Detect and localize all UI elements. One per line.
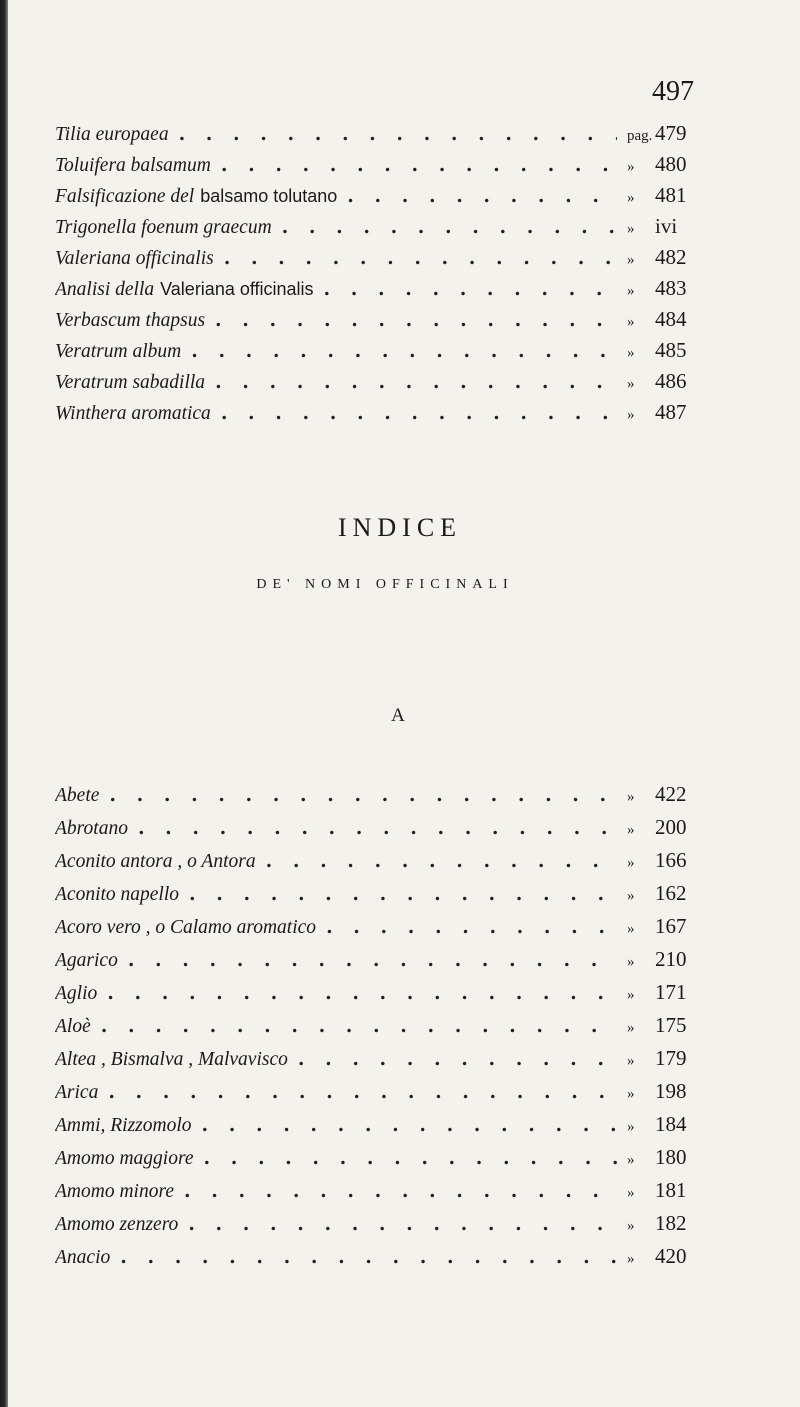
list-item [55, 273, 715, 304]
entry-name: Abrotano [55, 818, 128, 839]
leader-dots [101, 1010, 617, 1042]
entry-page: 483 [655, 276, 687, 300]
leader-dots [203, 1142, 617, 1174]
entry-name-roman: Valeriana officinalis [160, 279, 314, 299]
entry-name: Agarico [55, 950, 118, 971]
entry-page: 184 [655, 1112, 687, 1136]
list-item [55, 910, 715, 943]
leader-dots [224, 243, 617, 273]
entry-name: Ammi, Rizzomolo [55, 1115, 192, 1136]
list-item [55, 335, 715, 366]
leader-dots [179, 119, 617, 149]
entry-name: Amomo minore [55, 1181, 174, 1202]
entry-page: 171 [655, 980, 687, 1004]
section-letter: A [391, 705, 405, 726]
entry-marker: » [627, 1152, 635, 1168]
leader-dots [107, 977, 617, 1009]
leader-dots [184, 1175, 617, 1207]
list-item [55, 811, 715, 844]
entry-marker: pag. [627, 128, 653, 144]
list-item [55, 1075, 715, 1108]
entry-marker: » [627, 221, 635, 237]
entry-page: 479 [655, 121, 687, 145]
entry-page: 162 [655, 881, 687, 905]
entry-name: Winthera aromatica [55, 403, 211, 424]
entry-marker: » [627, 376, 635, 392]
list-item [55, 1207, 715, 1240]
entry-marker: » [627, 190, 635, 206]
entry-name: Abete [55, 785, 100, 806]
entry-marker: » [627, 789, 635, 805]
list-item [55, 778, 715, 811]
list-item [55, 1141, 715, 1174]
leader-dots [120, 1241, 617, 1273]
leader-dots [189, 878, 617, 910]
entry-name: Veratrum sabadilla [55, 372, 206, 393]
entry-page: 486 [655, 369, 687, 393]
list-item [55, 976, 715, 1009]
entry-page: 422 [655, 782, 687, 806]
entry-marker: » [627, 954, 635, 970]
entry-name: Aconito antora , o Antora [55, 851, 256, 872]
entry-marker: » [627, 888, 635, 904]
list-item [55, 118, 715, 149]
entry-name: Falsificazione del [55, 186, 195, 207]
entry-marker: » [627, 1218, 635, 1234]
entry-name: Aloè [55, 1016, 91, 1037]
leader-dots [215, 305, 617, 335]
leader-dots [298, 1043, 617, 1075]
entry-marker: » [627, 1020, 635, 1036]
list-item [55, 397, 715, 428]
entry-name: Trigonella foenum graecum [55, 217, 272, 238]
index-entry-list [55, 778, 715, 1273]
top-entry-list [55, 118, 715, 428]
entry-marker: » [627, 1053, 635, 1069]
list-item [55, 242, 715, 273]
entry-page: 181 [655, 1178, 687, 1202]
entry-marker: » [627, 822, 635, 838]
entry-marker: » [627, 252, 635, 268]
entry-marker: » [627, 1086, 635, 1102]
entry-page: 175 [655, 1013, 687, 1037]
leader-dots [324, 274, 617, 304]
entry-name: Arica [55, 1082, 99, 1103]
list-item [55, 1042, 715, 1075]
index-subtitle: DE' NOMI OFFICINALI [256, 577, 514, 592]
entry-page: 485 [655, 338, 687, 362]
index-title: INDICE [337, 513, 463, 542]
leader-dots [221, 150, 617, 180]
entry-marker: » [627, 855, 635, 871]
leader-dots [326, 911, 617, 943]
entry-marker: » [627, 1185, 635, 1201]
leader-dots [108, 1076, 617, 1108]
entry-name: Valeriana officinalis [55, 248, 214, 269]
entry-marker: » [627, 283, 635, 299]
entry-page: 210 [655, 947, 687, 971]
list-item [55, 1174, 715, 1207]
leader-dots [266, 845, 617, 877]
leader-dots [215, 367, 617, 397]
entry-name: Verbascum thapsus [55, 310, 206, 331]
list-item [55, 211, 715, 242]
leader-dots [221, 398, 617, 428]
entry-name-roman: balsamo tolutano [200, 186, 338, 206]
page-number: 497 [652, 76, 694, 107]
leader-dots [109, 779, 617, 811]
entry-marker: » [627, 345, 635, 361]
leader-dots [202, 1109, 618, 1141]
entry-page: 182 [655, 1211, 687, 1235]
list-item [55, 844, 715, 877]
entry-name: Acoro vero , o Calamo aromatico [55, 917, 317, 938]
entry-name: Tilia europaea [55, 124, 169, 145]
entry-marker: » [627, 407, 635, 423]
entry-page: 200 [655, 815, 687, 839]
entry-page: 198 [655, 1079, 687, 1103]
entry-page: 487 [655, 400, 687, 424]
leader-dots [191, 336, 617, 366]
entry-marker: » [627, 159, 635, 175]
list-item [55, 943, 715, 976]
entry-marker: » [627, 1251, 635, 1267]
leader-dots [128, 944, 617, 976]
entry-name: Altea , Bismalva , Malvavisco [55, 1049, 288, 1070]
entry-page: 167 [655, 914, 687, 938]
leader-dots [282, 212, 617, 242]
entry-name: Toluifera balsamum [55, 155, 211, 176]
entry-page: 481 [655, 183, 687, 207]
entry-marker: » [627, 314, 635, 330]
entry-name: Aconito napello [55, 884, 180, 905]
list-item [55, 1009, 715, 1042]
entry-page: 484 [655, 307, 687, 331]
page-edge-shadow [0, 0, 8, 1407]
entry-marker: » [627, 987, 635, 1003]
list-item [55, 1240, 715, 1273]
list-item [55, 366, 715, 397]
entry-name: Analisi della [55, 279, 155, 300]
entry-name: Veratrum album [55, 341, 182, 362]
entry-page: 179 [655, 1046, 687, 1070]
entry-marker: » [627, 1119, 635, 1135]
leader-dots [347, 181, 617, 211]
entry-page: 166 [655, 848, 687, 872]
entry-name: Aglio [55, 983, 98, 1004]
list-item [55, 180, 715, 211]
entry-page: 180 [655, 1145, 687, 1169]
entry-page: 480 [655, 152, 687, 176]
list-item [55, 304, 715, 335]
list-item [55, 149, 715, 180]
entry-page: 482 [655, 245, 687, 269]
entry-name: Anacio [55, 1247, 111, 1268]
entry-page: 420 [655, 1244, 687, 1268]
list-item [55, 1108, 715, 1141]
leader-dots [188, 1208, 617, 1240]
leader-dots [138, 812, 617, 844]
entry-name: Amomo maggiore [55, 1148, 194, 1169]
entry-page: ivi [655, 214, 678, 238]
entry-name: Amomo zenzero [55, 1214, 179, 1235]
entry-marker: » [627, 921, 635, 937]
list-item [55, 877, 715, 910]
